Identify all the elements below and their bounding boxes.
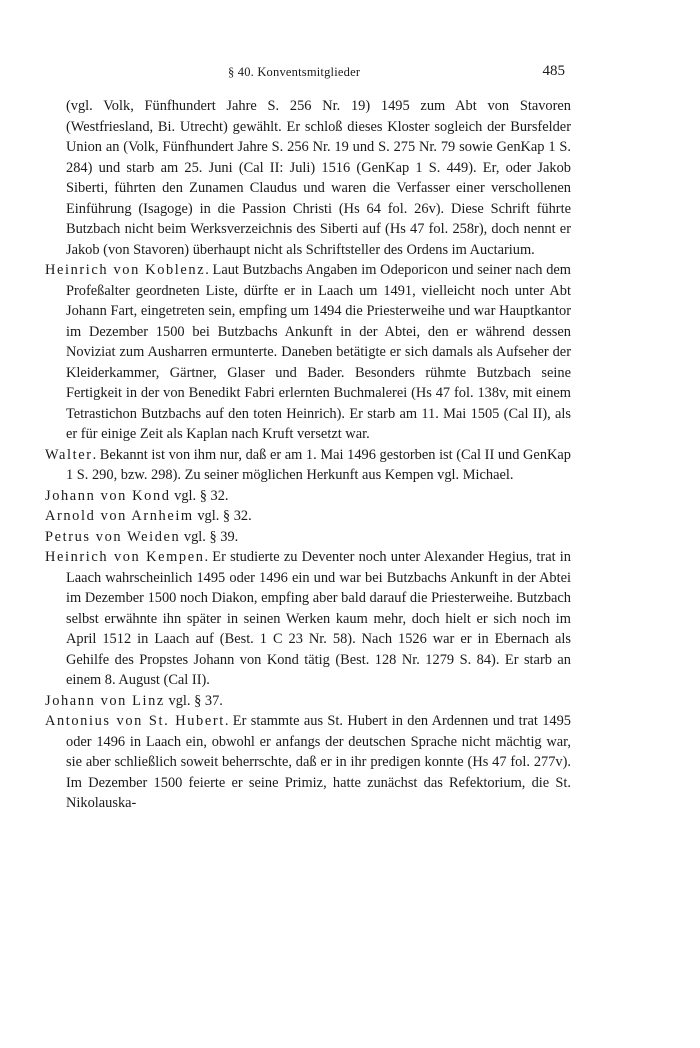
entry-name: Arnold von Arnheim bbox=[45, 508, 194, 524]
entry-text: vgl. § 39. bbox=[180, 528, 239, 545]
entry-johann-von-kond bbox=[45, 486, 571, 507]
entry-text: vgl. § 37. bbox=[164, 692, 223, 709]
entry-continuation bbox=[45, 96, 571, 260]
entry-heinrich-von-koblenz bbox=[45, 260, 571, 445]
entry-johann-von-linz bbox=[45, 691, 571, 712]
entry-name: Walter bbox=[45, 446, 93, 463]
entry-antonius-von-st-hubert bbox=[45, 711, 571, 814]
entry-name: Johann von Kond bbox=[45, 487, 171, 504]
entry-name: Heinrich von Koblenz bbox=[45, 262, 206, 278]
entry-text: vgl. § 32. bbox=[170, 487, 229, 504]
entry-name: Petrus von Weiden bbox=[45, 528, 181, 545]
entry-text: . Er studierte zu Deventer noch unter Alexander Hegius, trat in Laach wahrscheinlich 1495 oder 1496 ein und war bei Butzbachs Ankunft in der Abtei im Dezember 1500 noch Diakon, empfing aber bald darauf die Priesterweihe. Butzbach selbst erwähnte ihn später in seinen Werken kaum mehr, doch hielt er sich noch im April 1512 in Laach auf (Best. 1 C 23 Nr. 58). Nach 1526 war er in Ebernach als Gehilfe des Propstes Johann von Kond tätig (Best. 128 Nr. 1279 S. 84). Er starb an einem 8. August (Cal II). bbox=[66, 549, 571, 688]
page-number: 485 bbox=[542, 63, 565, 79]
entry-heinrich-von-kempen bbox=[45, 547, 571, 691]
running-head bbox=[0, 63, 700, 83]
entry-name: Johann von Linz bbox=[45, 692, 165, 709]
entry-text: . Laut Butzbachs Angaben im Odeporicon und seiner nach dem Profeßalter geordneten Liste, dürfte er in Laach um 1491, vielleicht noch unter Abt Johann Fart, eingetreten sein, empfing um 1494 die Priesterweihe und war Hauptkantor im Dezember 1500 bei Butzbachs Ankunft in der Abtei, den er während dessen Noviziat zum Ausharren ermunterte. Daneben betätigte er sich damals als Aufseher der Kleiderkammer, Gärtner, Glaser und Bader. Besonders rühmte Butzbach seine Fertigkeit in der von Benedikt Fabri erlernten Buchmalerei (Hs 47 fol. 138v, mit einem Tetrastichon Butzbachs auf den toten Heinrich). Er starb am 11. Mai 1505 (Cal II), als er für einige Zeit als Kaplan nach Kruft versetzt war. bbox=[66, 262, 571, 442]
running-title: § 40. Konventsmitglieder bbox=[228, 65, 361, 79]
entry-name: Heinrich von Kempen bbox=[45, 549, 205, 565]
entry-walter bbox=[45, 445, 571, 486]
entry-text: . Er stammte aus St. Hubert in den Ardennen und trat 1495 oder 1496 in Laach ein, obwohl er anfangs der deutschen Sprache nicht mächtig war, sie aber schließlich soweit beherrschte, daß er in ihr predigen konnte (Hs 47 fol. 277v). Im Dezember 1500 feierte er seine Primiz, hatte zunächst das Refektorium, die St. Nikolauska- bbox=[66, 713, 572, 811]
body-text bbox=[45, 96, 571, 814]
entry-arnold-von-arnheim bbox=[45, 506, 571, 527]
entry-name: Antonius von St. Hubert bbox=[45, 713, 225, 729]
entry-text: vgl. § 32. bbox=[193, 508, 252, 524]
entry-petrus-von-weiden bbox=[45, 527, 571, 548]
entry-text: . Bekannt ist von ihm nur, daß er am 1. Mai 1496 gestorben ist (Cal II und GenKap 1 S. 290, bzw. 298). Zu seiner möglichen Herkunft aus Kempen vgl. Michael. bbox=[66, 446, 571, 483]
entry-text: (vgl. Volk, Fünfhundert Jahre S. 256 Nr. 19) 1495 zum Abt von Stavoren (Westfriesland, Bi. Utrecht) gewählt. Er schloß dieses Kloster sogleich der Bursfelder Union an (Volk, Fünfhundert Jahre S. 256 Nr. 19 und S. 275 Nr. 79 sowie GenKap 1 S. 284) und starb am 25. Juni (Cal II: Juli) 1516 (GenKap 1 S. 449). Er, oder Jakob Siberti, führten den Zunamen Claudus und waren die Verfasser einer verschollenen Einführung (Isagoge) in die Passion Christi (Hs 64 fol. 26v). Diese Schrift führte Butzbach nicht beim Werksverzeichnis des Siberti auf (Hs 47 fol. 258r), doch nennt er Jakob (von Stavoren) überhaupt nicht als Schriftsteller des Ordens im Auctarium. bbox=[66, 98, 571, 258]
